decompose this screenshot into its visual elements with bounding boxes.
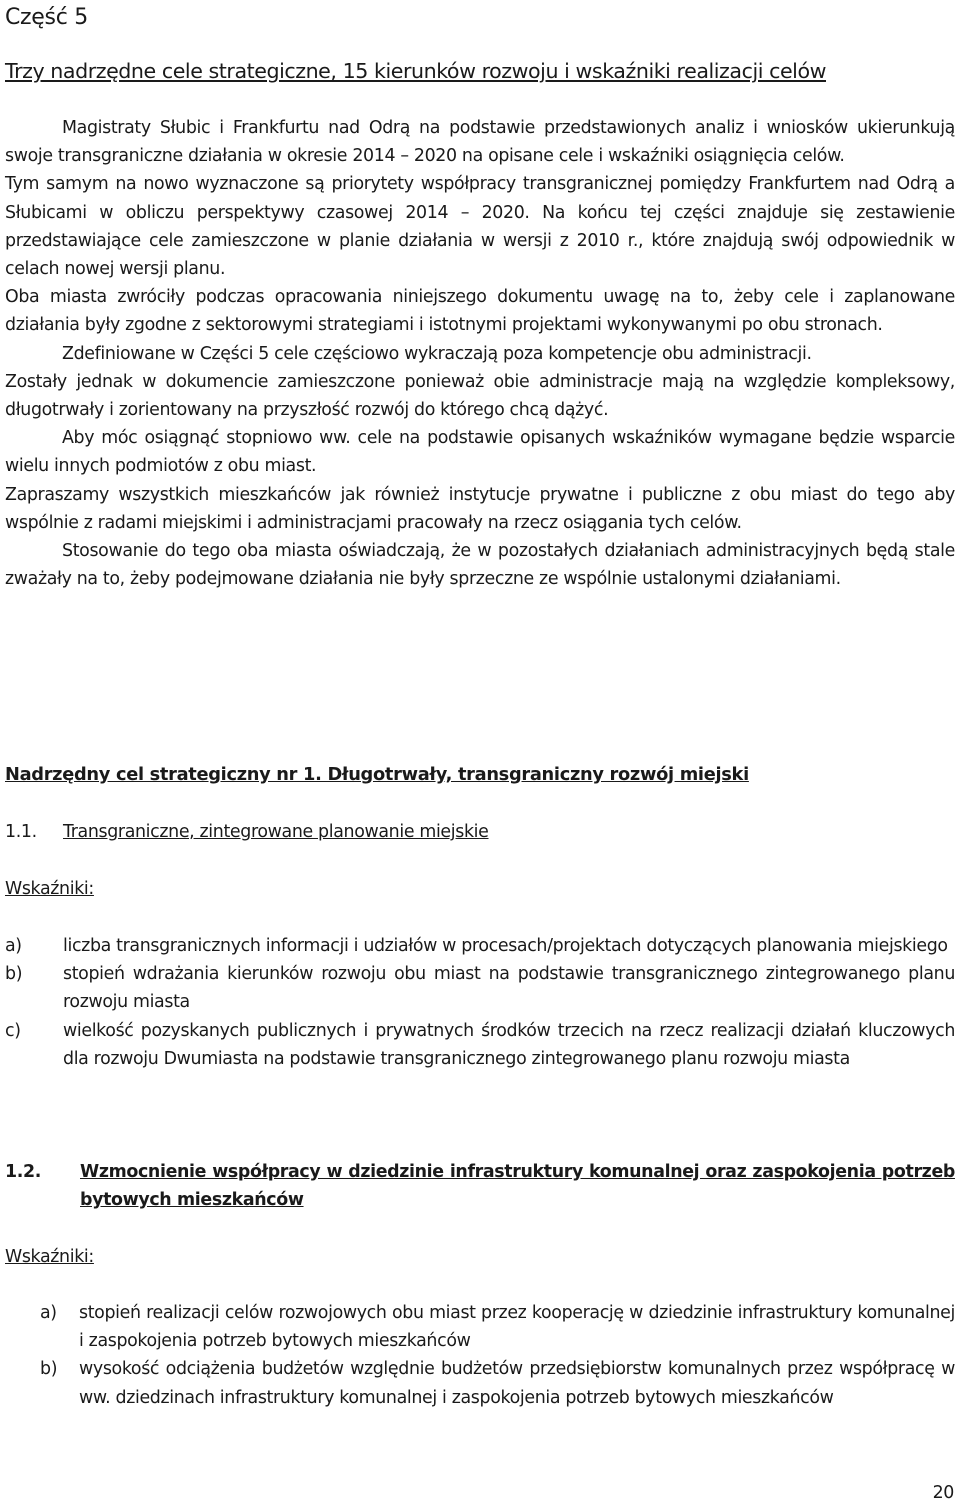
list-item bbox=[40, 1355, 955, 1411]
list-item bbox=[5, 932, 955, 960]
list-marker: b) bbox=[40, 1359, 58, 1380]
main-heading: Trzy nadrzędne cele strategiczne, 15 kierunków rozwoju i wskaźniki realizacji celów bbox=[5, 59, 826, 83]
subgoal-title: Wzmocnienie współpracy w dziedzinie infrastruktury komunalnej oraz zaspokojenia potrzeb bytowych mieszkańców bbox=[80, 1162, 955, 1211]
subgoal-1-2 bbox=[5, 1158, 955, 1214]
intro-section bbox=[5, 114, 955, 593]
subgoal-1-1 bbox=[5, 818, 955, 846]
indicators-label: Wskaźniki: bbox=[5, 879, 94, 899]
list-item-text: wielkość pozyskanych publicznych i prywatnych środków trzecich na rzecz realizacji działań kluczowych dla rozwoju Dwumiasta na podstawie transgranicznego zintegrowanego planu rozwoju miasta bbox=[63, 1020, 955, 1069]
list-item-text: liczba transgranicznych informacji i udziałów w procesach/projektach dotyczących planowania miejskiego bbox=[63, 936, 948, 956]
intro-paragraph: Zostały jednak w dokumencie zamieszczone ponieważ obie administracje mają na względzie kompleksowy, długotrwały i zorientowany na przyszłość rozwój do którego chcą dążyć. bbox=[5, 371, 955, 421]
list-item bbox=[5, 1017, 955, 1073]
intro-paragraph: Zdefiniowane w Części 5 cele częściowo wykraczają poza kompetencje obu administracji. bbox=[62, 343, 812, 364]
list-marker: b) bbox=[5, 964, 23, 985]
subgoal-number: 1.2. bbox=[5, 1162, 42, 1182]
intro-paragraph: Oba miasta zwróciły podczas opracowania niniejszego dokumentu uwagę na to, żeby cele i zaplanowane działania były zgodne z sektorowymi strategiami i istotnymi projektami wykonywanymi po obu stronach. bbox=[5, 287, 955, 336]
intro-paragraph: Tym samym na nowo wyznaczone są priorytety współpracy transgranicznej pomiędzy Frankfurtem nad Odrą a Słubicami w obliczu perspektywy czasowej 2014 – 2020. Na końcu tej części znajduje się zestawienie przedstawiające cele zamieszczone w planie działania w wersji z 2010 r., które znajdują swój odpowiednik w celach nowej wersji planu. bbox=[5, 174, 955, 280]
indicator-list bbox=[40, 1299, 955, 1412]
intro-paragraph: Stosowanie do tego oba miasta oświadczają, że w pozostałych działaniach administracyjnych będą stale zważały na to, żeby podejmowane działania nie były sprzeczne ze wspólnie ustalonymi działaniami. bbox=[5, 541, 955, 590]
subgoal-title: Transgraniczne, zintegrowane planowanie miejskie bbox=[63, 822, 489, 842]
page-number: 20 bbox=[932, 1483, 954, 1503]
indicator-list bbox=[5, 932, 955, 1073]
list-item bbox=[40, 1299, 955, 1355]
list-item-text: wysokość odciążenia budżetów względnie budżetów przedsiębiorstw komunalnych przez współpracę w ww. dziedzinach infrastruktury komunalnej i zaspokojenia potrzeb bytowych mieszkańców bbox=[79, 1359, 955, 1408]
list-marker: a) bbox=[5, 936, 22, 956]
subgoal-number: 1.1. bbox=[5, 822, 37, 842]
list-marker: a) bbox=[40, 1303, 57, 1323]
part-title: Część 5 bbox=[5, 5, 88, 30]
list-marker: c) bbox=[5, 1020, 21, 1041]
strategic-goal-heading: Nadrzędny cel strategiczny nr 1. Długotrwały, transgraniczny rozwój miejski bbox=[5, 764, 749, 785]
intro-paragraph: Magistraty Słubic i Frankfurtu nad Odrą na podstawie przedstawionych analiz i wniosków ukierunkują swoje transgraniczne działania w okresie 2014 – 2020 na opisane cele i wskaźniki osiągnięcia celów. bbox=[5, 118, 955, 167]
list-item-text: stopień wdrażania kierunków rozwoju obu miast na podstawie transgranicznego zintegrowanego planu rozwoju miasta bbox=[63, 964, 955, 1013]
list-item bbox=[5, 960, 955, 1016]
indicators-label: Wskaźniki: bbox=[5, 1247, 94, 1267]
list-item-text: stopień realizacji celów rozwojowych obu miast przez kooperację w dziedzinie infrastruktury komunalnej i zaspokojenia potrzeb bytowych mieszkańców bbox=[79, 1303, 955, 1352]
intro-paragraph: Zapraszamy wszystkich mieszkańców jak również instytucje prywatne i publiczne z obu miast do tego aby wspólnie z radami miejskimi i administracjami pracowały na rzecz osiągania tych celów. bbox=[5, 484, 955, 533]
intro-paragraph: Aby móc osiągnąć stopniowo ww. cele na podstawie opisanych wskaźników wymagane będzie wsparcie wielu innych podmiotów z obu miast. bbox=[5, 428, 955, 477]
